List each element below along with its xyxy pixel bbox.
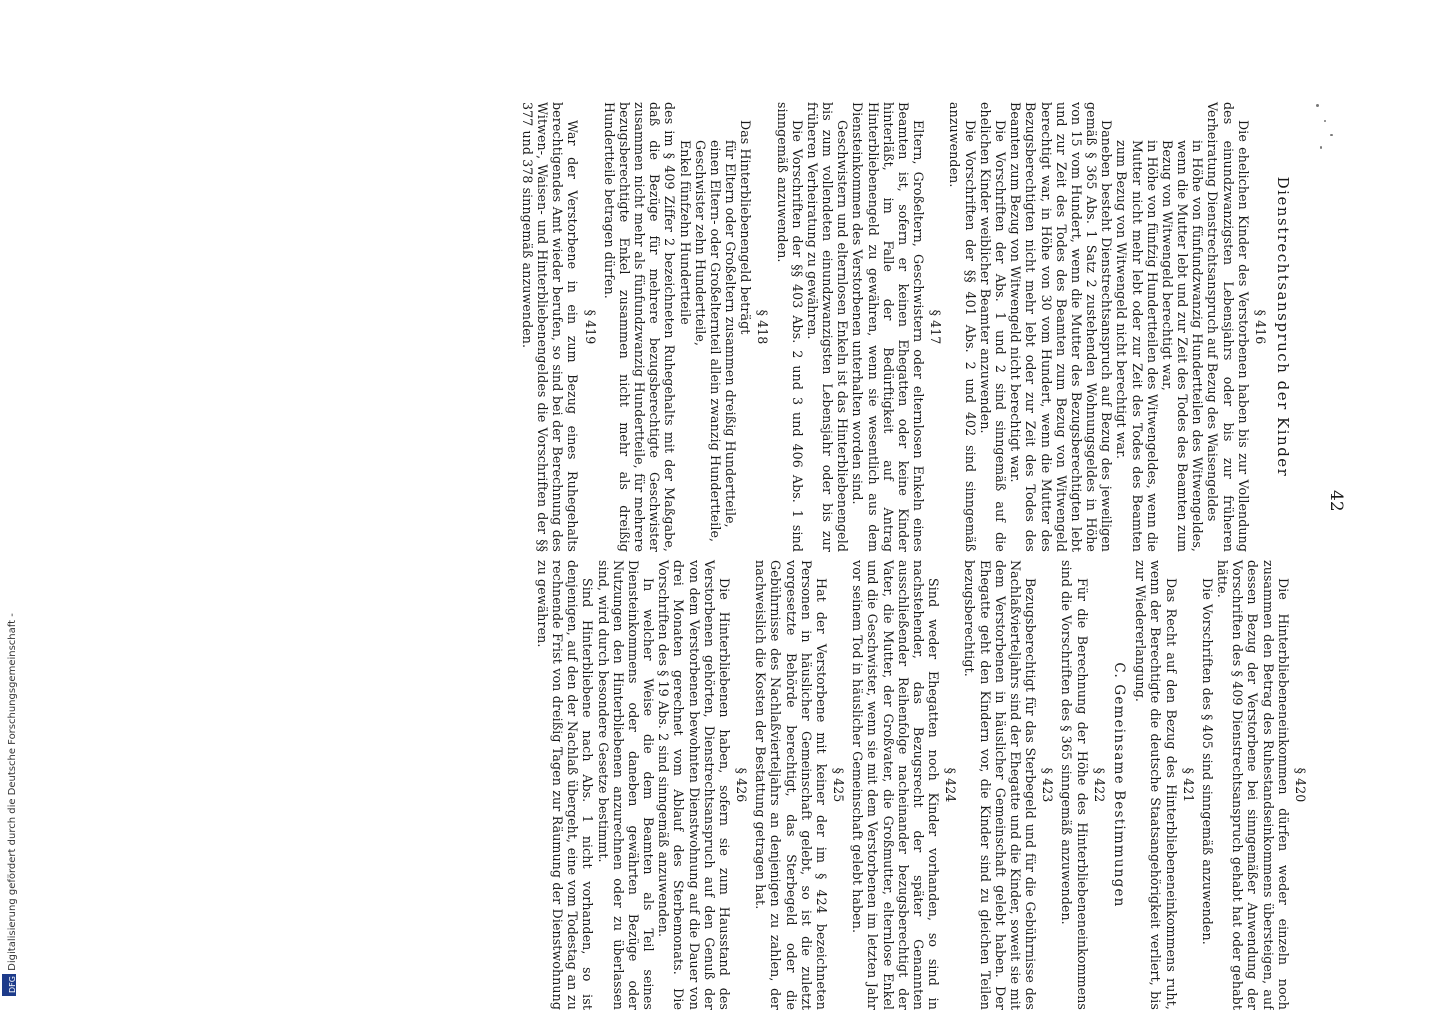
paragraph: Bezugsberechtigt für das Sterbegeld und für die Gebührnisse des Nachlaßvierteljahrs sind der Ehegatte und die Kinder, soweit sie mit dem Verstorbenen in häuslicher Gemeinschaft gelebt haben. Der Ehegatte geht den Kindern vor, die Kinder sind zu gleichen Teilen bezugsberechtigt. <box>962 560 1039 1010</box>
paragraph: Sind weder Ehegatten noch Kinder vorhanden, so sind in nachstehender, das Bezugsrecht der später Genannten ausschließender Reihenfolge nacheinander bezugsberechtigt der Vater, die Mutter, der Großvater, die Großmutter, elternlose Enkel und die Geschwister, wenn sie mit dem Verstorbenen im letzten Jahr vor seinem Tod in häuslicher Gemeinschaft gelebt haben. <box>850 560 942 1010</box>
dfg-logo: DFG <box>2 974 16 996</box>
section-c-heading: C. Gemeinsame Bestimmungen <box>1111 662 1128 908</box>
paragraph: Hat der Verstorbene mit keiner der im § 424 bezeichneten Personen in häuslicher Gemeinschaft gelebt, so ist die zuletzt vorgesetzte Behörde berechtigt, das Sterbegeld oder die Gebührnisse des Nachlaßvierteljahrs an denjenigen zu zahlen, der nachweislich die Kosten der Bestattung getragen hat. <box>753 560 829 1010</box>
section-heading-420: § 420 <box>1293 767 1308 803</box>
paragraph: Sind Hinterbliebene nach Abs. 1 nicht vorhanden, so ist denjenigen, auf den der Nachlaß übergeht, eine vom Todestag an zu rechnende Frist von dreißig Tagen zur Räumung der Dienstwohnung zu gewähren. <box>534 560 596 1010</box>
paragraph: In welcher Weise die dem Beamten als Teil seines Diensteinkommens oder daneben gewährten Bezüge oder Nutzungen den Hinterbliebenen anzurechnen oder zu überlassen sind, wird durch besondere Gesetze bestimmt. <box>595 560 657 1010</box>
list-item: in Höhe von fünfzig Hundertteilen des Witwengeldes, wenn die Mutter nicht mehr lebt oder zur Zeit des Todes des Beamten zum Bezug von Witwengeld nicht berechtigt war. <box>1114 140 1160 552</box>
list-item: Geschwister zehn Hundertteile, <box>692 140 708 347</box>
paragraph: Die Hinterbliebeneneinkommen dürfen weder einzeln noch zusammen den Betrag des Ruhestandseinkommens übersteigen, auf dessen Bezug der Verstorbene bei sinngemäßer Anwendung der Vorschriften des § 409 Dienstrechtsanspruch gehabt hat oder gehabt hätte. <box>1215 560 1291 1010</box>
credit-text: Digitalisierung gefördert durch die Deutsche Forschungsgemeinschaft - <box>7 613 18 971</box>
section-heading-416: § 416 <box>1252 309 1268 345</box>
scan-speck <box>1320 146 1322 149</box>
paragraph: War der Verstorbene in ein zum Bezug eines Ruhegehalts berechtigendes Amt wieder berufen, so sind bei der Berechnung des Witwen-, Waisen- und Hinterbliebenengeldes die Vorschriften der §§ 377 und 378 sinngemäß anzuwenden. <box>519 102 581 552</box>
paragraph: Daneben besteht Dienstrechtsanspruch auf Bezug des jeweiligen gemäß § 365 Abs. 1 Satz 2 zustehenden Wohnungsgeldes in Höhe von 15 vom Hundert, wenn die Mutter des Bezugsberechtigten lebt und zur Zeit des Todes des Beamten zum Bezug von Witwengeld berechtigt war, in Höhe von 30 vom Hundert, wenn die Mutter des Bezugsberechtigten nicht mehr lebt oder zur Zeit des Todes des Beamten zum Bezug von Witwengeld nicht berechtigt war. <box>1008 102 1115 552</box>
right-column <box>535 560 1312 1010</box>
section-heading-421: § 421 <box>1180 767 1196 803</box>
section-heading-426: § 426 <box>734 767 750 803</box>
paragraph: Die Vorschriften der §§ 403 Abs. 2 und 3 und 406 Abs. 1 sind sinngemäß anzuwenden. <box>774 102 805 552</box>
section-heading-417: § 417 <box>928 309 944 345</box>
scan-speck <box>1324 120 1326 122</box>
section-heading-423: § 423 <box>1040 767 1056 803</box>
page-number: 42 <box>1326 490 1346 512</box>
section-heading-418: § 418 <box>755 309 771 345</box>
section-heading-422: § 422 <box>1091 767 1107 803</box>
list-item: für Eltern oder Großeltern zusammen dreißig Hundertteile, <box>723 140 739 528</box>
scan-speck <box>1330 134 1333 136</box>
paragraph: Die Hinterbliebenen haben, sofern sie zum Hausstand des Verstorbenen gehörten, Dienstrechtsanspruch auf den Genuß der von dem Verstorbenen bewohnten Dienstwohnung auf die Dauer von drei Monaten gerechnet vom Ablauf des Sterbemonats. Die Vorschriften des § 19 Abs. 2 sind sinngemäß anzuwenden. <box>656 560 732 1010</box>
paragraph: Die Vorschriften des § 405 sind sinngemäß anzuwenden. <box>1199 578 1215 945</box>
paragraph: Geschwistern und elternlosen Enkeln ist das Hinterbliebenengeld bis zum vollendeten einundzwanzigsten Lebensjahr oder bis zur früheren Verheiratung zu gewähren. <box>804 102 851 552</box>
digitization-credit <box>2 608 18 1000</box>
paragraph: Die ehelichen Kinder des Verstorbenen haben bis zur Vollendung des einundzwanzigsten Lebensjahrs oder bis zur früheren Verheiratung Dienstrechtsanspruch auf Bezug des Waisengeldes <box>1205 102 1251 552</box>
paragraph: Die Vorschriften der Abs. 1 und 2 sind sinngemäß auf die ehelichen Kinder weiblicher Beamter anzuwenden. <box>977 102 1009 552</box>
paragraph: Die Vorschriften der §§ 401 Abs. 2 und 402 sind sinngemäß anzuwenden. <box>947 102 978 552</box>
section-heading-424: § 424 <box>943 767 959 803</box>
paragraph: des im § 409 Ziffer 2 bezeichneten Ruhegehalts mit der Maßgabe, daß die Bezüge für mehrere bezugsberechtigte Geschwister zusammen nicht mehr als fünfundzwanzig Hundertteile, für mehrere bezugsberechtigte Enkel zusammen nicht mehr als dreißig Hundertteile betragen dürfen. <box>601 102 678 552</box>
running-title: Dienstrechtsanspruch der Kinder <box>1274 176 1292 478</box>
section-heading-419: § 419 <box>582 309 598 345</box>
section-heading-425: § 425 <box>831 767 847 803</box>
paragraph: Das Hinterbliebenengeld beträgt <box>738 120 754 335</box>
paragraph: Eltern, Großeltern, Geschwistern oder elternlosen Enkeln eines Beamten ist, sofern er keinen Ehegatten oder keine Kinder hinterläßt, im Falle der Bedürftigkeit auf Antrag Hinterbliebenengeld zu gewähren, wenn sie wesentlich aus dem Diensteinkommen des Verstorbenen unterhalten worden sind. <box>850 102 927 552</box>
scan-speck <box>1316 104 1319 107</box>
paragraph: Für die Berechnung der Höhe des Hinterbliebeneneinkommens sind die Vorschriften des § 365 sinngemäß anzuwenden. <box>1059 560 1090 1010</box>
list-item: Enkel fünfzehn Hundertteile <box>677 140 693 325</box>
left-column <box>520 102 1434 552</box>
paragraph: Das Recht auf den Bezug des Hinterbliebeneneinkommens ruht, wenn der Berechtigte die deutsche Staatsangehörigkeit verliert, bis zur Wiedererlangung. <box>1133 560 1179 1010</box>
list-item: einen Eltern- oder Großelternteil allein zwanzig Hundertteile, <box>707 140 723 543</box>
list-item: in Höhe von fünfundzwanzig Hundertteilen des Witwengeldes, wenn die Mutter lebt und zur Zeit des Todes des Beamten zum Bezug von Witwengeld berechtigt war, <box>1159 140 1206 552</box>
